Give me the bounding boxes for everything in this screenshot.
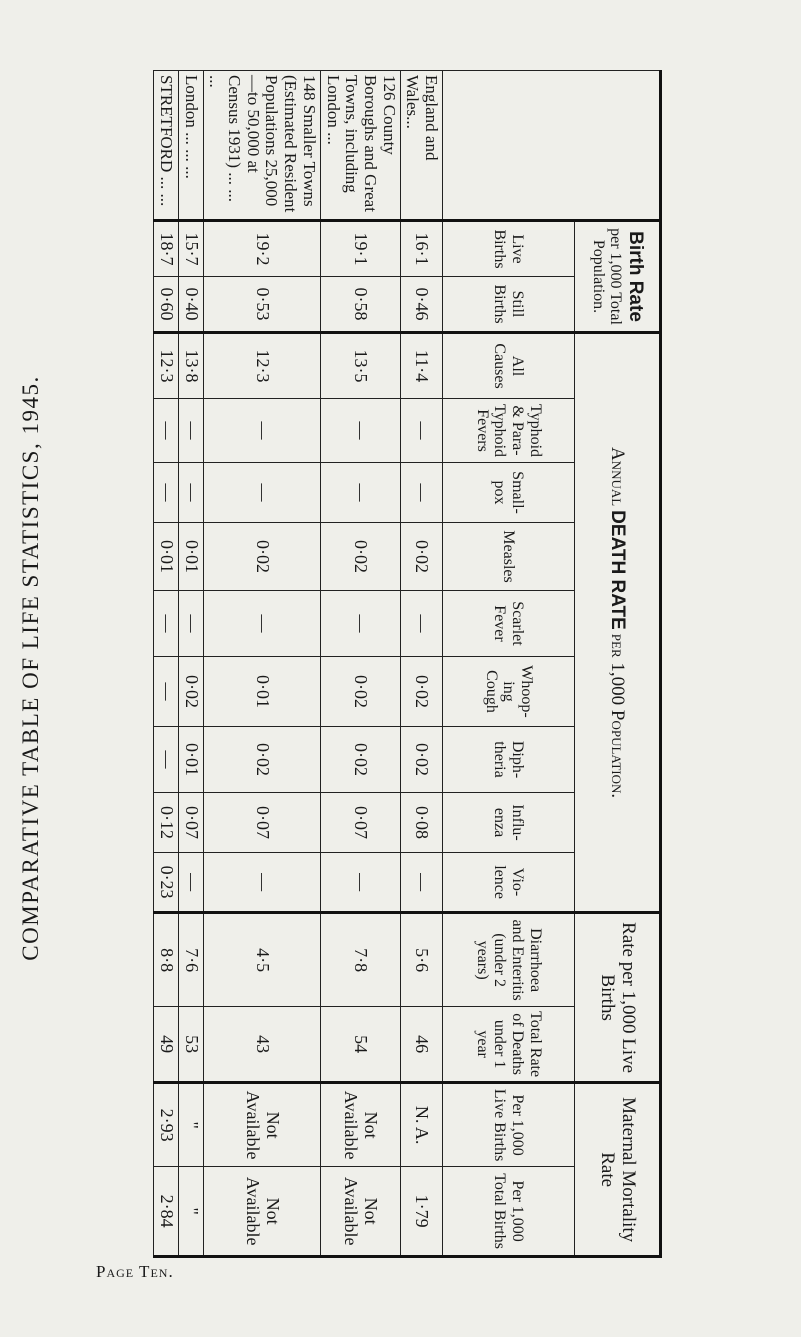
diphtheria-rate: 0·01 [178,727,203,793]
measles-rate: 0·01 [154,523,179,591]
table-row [203,71,320,1257]
scarlet-fever-header: Scarlet Fever [443,591,575,657]
infant-deaths-rate: 46 [400,1007,442,1083]
diphtheria-rate: 0·02 [203,727,320,793]
life-statistics-table [153,70,662,1258]
area-name: England and Wales... [400,71,442,221]
maternal-per-live-rate: 2·93 [154,1083,179,1167]
whooping-cough-rate: 0·01 [203,657,320,727]
table-row [178,71,203,1257]
influenza-rate: 0·07 [203,793,320,853]
live-births-rate: 19·1 [320,221,400,277]
typhoid-rate: — [178,399,203,463]
typhoid-rate: — [203,399,320,463]
all-causes-rate: 13·5 [320,333,400,399]
area-name: 126 County Boroughs and Great Towns, including London ... [320,71,400,221]
all-causes-rate: 11·4 [400,333,442,399]
area-name: London ... ... ... [178,71,203,221]
diphtheria-rate: 0·02 [320,727,400,793]
influenza-rate: 0·07 [320,793,400,853]
live-births-rate: 18·7 [154,221,179,277]
live-births-rate: 19·2 [203,221,320,277]
page-heading [0,0,62,1337]
scarlet-fever-rate: — [320,591,400,657]
still-births-rate: 0·46 [400,277,442,333]
smallpox-rate: — [320,463,400,523]
infant-rate-group-header: Rate per 1,000 Live Births [575,913,661,1083]
maternal-per-total-rate: Not Available [203,1167,320,1257]
scarlet-fever-rate: — [203,591,320,657]
maternal-per-total-header: Per 1,000 Total Births [443,1167,575,1257]
still-births-rate: 0·60 [154,277,179,333]
all-causes-rate: 12·3 [203,333,320,399]
maternal-per-live-rate: " [178,1083,203,1167]
table-row [320,71,400,1257]
infant-deaths-rate: 54 [320,1007,400,1083]
violence-rate: — [203,853,320,913]
maternal-per-total-rate: 1·79 [400,1167,442,1257]
infant-deaths-rate: 43 [203,1007,320,1083]
smallpox-rate: — [203,463,320,523]
diphtheria-header: Diph-theria [443,727,575,793]
diarrhoea-header: Diarrhoea and Enteritis (under 2 years) [443,913,575,1007]
whooping-cough-rate: 0·02 [320,657,400,727]
infant-deaths-rate: 53 [178,1007,203,1083]
maternal-mortality-group-header: Maternal Mortality Rate [575,1083,661,1257]
maternal-per-total-rate: " [178,1167,203,1257]
death-rate-group-header: Annual DEATH RATE per 1,000 Population. [575,333,661,913]
maternal-per-live-rate: Not Available [320,1083,400,1167]
maternal-per-live-header: Per 1,000 Live Births [443,1083,575,1167]
live-births-rate: 16·1 [400,221,442,277]
smallpox-rate: — [154,463,179,523]
influenza-header: Influ-enza [443,793,575,853]
measles-header: Measles [443,523,575,591]
live-births-rate: 15·7 [178,221,203,277]
maternal-per-total-rate: 2·84 [154,1167,179,1257]
table-title: COMPARATIVE TABLE OF LIFE STATISTICS, 1945. [18,375,43,961]
statistics-table-rotated [156,70,662,1250]
violence-rate: — [320,853,400,913]
influenza-rate: 0·08 [400,793,442,853]
violence-rate: — [400,853,442,913]
diarrhoea-rate: 7·6 [178,913,203,1007]
influenza-rate: 0·12 [154,793,179,853]
violence-rate: 0·23 [154,853,179,913]
maternal-per-live-rate: Not Available [203,1083,320,1167]
violence-header: Vio-lence [443,853,575,913]
scarlet-fever-rate: — [400,591,442,657]
measles-rate: 0·02 [400,523,442,591]
smallpox-header: Small-pox [443,463,575,523]
all-causes-rate: 12·3 [154,333,179,399]
page-number-label: Page Ten. [96,1262,174,1281]
smallpox-rate: — [178,463,203,523]
still-births-rate: 0·58 [320,277,400,333]
whooping-cough-rate: 0·02 [178,657,203,727]
infant-deaths-header: Total Rate of Deaths under 1 year [443,1007,575,1083]
smallpox-rate: — [400,463,442,523]
maternal-per-total-rate: Not Available [320,1167,400,1257]
diarrhoea-rate: 8·8 [154,913,179,1007]
table-row [400,71,442,1257]
measles-rate: 0·02 [203,523,320,591]
area-name: STRETFORD ... ... [154,71,179,221]
typhoid-header: Typhoid & Para-Typhoid Fevers [443,399,575,463]
area-name: 148 Smaller Towns (Estimated Resident Populations 25,000—to 50,000 at Census 1931) ... ... ... [203,71,320,221]
typhoid-rate: — [320,399,400,463]
table-row [154,71,179,1257]
diarrhoea-rate: 7·8 [320,913,400,1007]
whooping-cough-header: Whoop-ing Cough [443,657,575,727]
typhoid-rate: — [400,399,442,463]
maternal-per-live-rate: N. A. [400,1083,442,1167]
area-header-blank [443,71,661,221]
influenza-rate: 0·07 [178,793,203,853]
whooping-cough-rate: — [154,657,179,727]
birth-rate-group-header: Birth Rate per 1,000 Total Population. [575,221,661,333]
whooping-cough-rate: 0·02 [400,657,442,727]
violence-rate: — [178,853,203,913]
scarlet-fever-rate: — [178,591,203,657]
live-births-header: Live Births [443,221,575,277]
typhoid-rate: — [154,399,179,463]
still-births-rate: 0·53 [203,277,320,333]
diphtheria-rate: — [154,727,179,793]
diphtheria-rate: 0·02 [400,727,442,793]
diarrhoea-rate: 5·6 [400,913,442,1007]
still-births-header: Still Births [443,277,575,333]
infant-deaths-rate: 49 [154,1007,179,1083]
all-causes-header: All Causes [443,333,575,399]
diarrhoea-rate: 4·5 [203,913,320,1007]
measles-rate: 0·01 [178,523,203,591]
still-births-rate: 0·40 [178,277,203,333]
all-causes-rate: 13·8 [178,333,203,399]
measles-rate: 0·02 [320,523,400,591]
scarlet-fever-rate: — [154,591,179,657]
